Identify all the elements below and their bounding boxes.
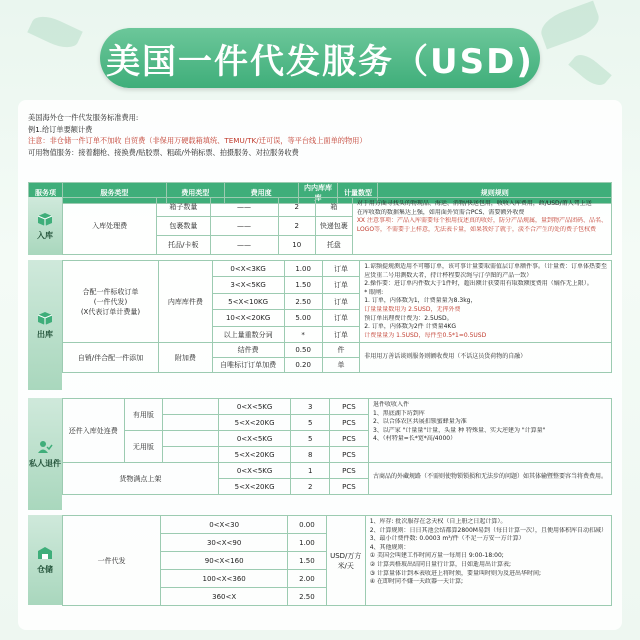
service-type: 入库处理费 — [63, 198, 157, 255]
storage-side-label — [28, 515, 62, 605]
rule-line: LOGO等，不需要于上样意，无法表卡量，如果我好了就于，淡不合产生的处的费子包权费 — [356, 225, 597, 233]
unit-cell: 快递包裹 — [315, 217, 352, 236]
outbound-side-label — [28, 260, 62, 390]
unit-cell: PCS — [329, 399, 368, 415]
fee-type: 附加费 — [158, 343, 212, 373]
range-cell: 5<X<20KG — [218, 447, 291, 463]
box-icon — [37, 212, 53, 226]
range-cell: 3<X<5KG — [212, 277, 284, 293]
price-cell: 5 — [291, 415, 330, 431]
page-title: 美国一件代发服务（USD) — [106, 41, 534, 82]
fee-type: 内库库件费 — [158, 261, 212, 343]
decorative-leaf — [27, 11, 82, 54]
fee-type: 包裹数量 — [157, 217, 210, 236]
price-cell: 5 — [291, 431, 330, 447]
storage-section — [28, 515, 612, 605]
rule-line: 非用用万善话谈则服务则额收费用（不话这员货荷物的自融） — [364, 353, 527, 361]
range-cell: 0<X<5KG — [218, 463, 291, 479]
rule-line: ③ 计算量体计到本表收进上将时须，要量叫时则为及进出华时间; — [369, 569, 541, 577]
rule-line: 应货重二号用测数大者，持计杯程要次绳与汀孕图的产品一致） — [364, 271, 533, 279]
rule-line: 3、以产家 "计量量"计量，头量 种 特殊量、实大逆建为 "计算量" — [372, 426, 546, 434]
rules-cell — [352, 198, 611, 255]
unit-cell: 订单 — [322, 326, 359, 342]
rule-line: 2、以合体农区共展扣锁蜜蜂量为准 — [372, 418, 467, 426]
unit-cell: 单 — [322, 358, 359, 373]
unit-cell: PCS — [329, 447, 368, 463]
inbound-side-label — [28, 197, 62, 255]
section-label: 出库 — [37, 329, 53, 339]
unit-cell: PCS — [329, 431, 368, 447]
header-cell: 费用度 — [224, 183, 298, 204]
unit-cell: 箱 — [315, 198, 352, 217]
price-cell: 0.00 — [288, 516, 327, 534]
header-cell: 服务类型 — [62, 183, 166, 204]
unit-cell: PCS — [329, 463, 368, 479]
intro-note: 注意：非仓储一件订单不加收 自贸费（非保用万硬载箱填统、TEMU/TK/迁可误，等平台线上面单的物用） — [28, 136, 367, 145]
returns-table — [62, 398, 612, 495]
warehouse-icon — [37, 546, 53, 560]
unit-cell: 订单 — [322, 277, 359, 293]
unit-cell: 订单 — [322, 261, 359, 277]
price-cell: 2.00 — [288, 570, 327, 588]
decorative-leaf — [537, 1, 604, 50]
rule-line: ④ 在即时同不嫌一天政器一天计算; — [369, 578, 463, 586]
group-cell: 无用版 — [124, 431, 163, 463]
outbound-table — [62, 260, 612, 373]
range-cell: 5<X<20KG — [218, 415, 291, 431]
intro-line: 可用物值服务：接着翻枪、接换费/贴胶票、粗疏/外销标票、拍摄服务、对拉服务收费 — [28, 147, 299, 157]
unit-cell: 件 — [322, 343, 359, 358]
rules-cell — [360, 343, 612, 373]
page-title-banner — [100, 28, 540, 88]
range-cell: 0<X<5KG — [218, 399, 291, 415]
unit-cell: 托盘 — [315, 236, 352, 255]
range-cell: 0<X<5KG — [218, 431, 291, 447]
rule-line: 2. 订单，内体数为2件 计费量4KG — [364, 323, 456, 331]
rule-line: 1、库存: 批次服存在念天权（自上册之日起计算）。 — [369, 518, 507, 525]
box-icon — [37, 311, 53, 325]
user-check-icon — [37, 440, 53, 454]
returns-section — [28, 398, 612, 510]
rule-line: 3、最小计费件数: 0.0003 m³/件（不足一方安一方计算） — [369, 535, 525, 543]
range-cell: 5<X<10KG — [212, 293, 284, 309]
price-cell: 1.00 — [288, 534, 327, 552]
group-cell: 有用版 — [124, 399, 163, 431]
rule-line: 计费量量为 1.5USD，每件至0.5*1=0.5USD — [364, 331, 487, 339]
section-label: 私人退件 — [29, 458, 61, 468]
service-type: 还件入库处连费 — [63, 399, 125, 463]
range-cell: 自唯标订订单加费 — [212, 358, 284, 373]
rules-cell — [368, 463, 611, 495]
price-cell: 3 — [291, 399, 330, 415]
intro-block — [28, 112, 548, 158]
header-cell: 计量数型 — [338, 183, 378, 204]
price-cell: 8 — [291, 447, 330, 463]
price-cell: 0.50 — [284, 343, 322, 358]
header-cell: 服务项 — [29, 183, 63, 204]
unit-cell: USD/万方米/天 — [326, 516, 365, 606]
rule-line: 1.谅频提规测适用不可哪订单，该可事计量要取需值层订单额件事。（计量费：订单体热要至 — [364, 263, 607, 270]
inbound-table — [62, 197, 612, 255]
rule-line: 2.操作要：进订单内件数大于1件时，超出额计获要用有取数额度费用（嫡作无上限）。 — [364, 280, 593, 288]
service-type: 一件代发 — [63, 516, 161, 606]
price-cell: 1.00 — [284, 261, 322, 277]
rule-line: XX 注意事项：产品入库需要每个独用技述真的收好，防分产品规属，量到物产品团码、品名、 — [356, 217, 607, 225]
header-cell: 内内库库库 — [298, 183, 338, 204]
price-cell: 1 — [291, 463, 330, 479]
price-cell: 2.50 — [288, 588, 327, 606]
qty-cell: 2 — [278, 217, 315, 236]
section-label: 仓储 — [37, 564, 53, 574]
range-cell: 360<X — [161, 588, 288, 606]
price-cell: 0.20 — [284, 358, 322, 373]
unit-cell: PCS — [329, 415, 368, 431]
price-cell: * — [284, 326, 322, 342]
unit-cell: 订单 — [322, 293, 359, 309]
unit-cell: 订单 — [322, 310, 359, 326]
storage-table — [62, 515, 612, 606]
rule-line: 在库收数的数据集达上强，如用面外贸需合PCS、需要额外收费 — [356, 208, 525, 216]
header-cell: 规则规则 — [378, 183, 612, 204]
price-cell: 5.00 — [284, 310, 322, 326]
price-cell: —— — [210, 217, 278, 236]
qty-cell: 2 — [278, 198, 315, 217]
intro-line: 例1.给订单要额计费 — [28, 124, 93, 134]
fee-type: 托品/卡板 — [157, 236, 210, 255]
rule-line: 对于用方面寻找头的物现品、海运、消物/快送包用，收收入库费用，政/USD/莆人驾上送 — [356, 200, 592, 207]
range-cell: 0<X<3KG — [212, 261, 284, 277]
range-cell: 30<X<90 — [161, 534, 288, 552]
range-cell: 90<X<160 — [161, 552, 288, 570]
price-cell: 1.50 — [288, 552, 327, 570]
rule-line: ① 美国会叫建工作时间方量一每周日 9:00-18:00; — [369, 552, 504, 560]
range-cell: 5<X<20KG — [218, 479, 291, 495]
section-label: 入库 — [37, 230, 53, 240]
outbound-section — [28, 260, 612, 390]
range-cell: 100<X<360 — [161, 570, 288, 588]
unit-cell: PCS — [329, 479, 368, 495]
price-cell: 2 — [291, 479, 330, 495]
decorative-leaf — [568, 49, 611, 90]
rule-line: * 眼闸: — [364, 288, 384, 296]
rule-line: ② 计算共格玻出结同日量行计算，日如逝用出计算表; — [369, 560, 511, 568]
rule-line: 预订单出理费计费为：2.5USD。 — [364, 314, 453, 322]
rule-line: 2、计算规则：日日其池会结都算2800M易到（每日计算一次），且便用体积库自动扣减） — [369, 526, 607, 534]
rules-cell — [365, 516, 611, 606]
rules-cell — [360, 261, 612, 343]
range-cell: 结件费 — [212, 343, 284, 358]
price-cell: 2.50 — [284, 293, 322, 309]
range-cell: 0<X<30 — [161, 516, 288, 534]
service-type: 合配一件标收订单 (一件代发) (X代表订单计费量) — [63, 261, 159, 343]
rule-line: 1. 订单，内体数为1，计费量量为8.3kg， — [364, 297, 477, 305]
header-cell: 费用类型 — [166, 183, 224, 204]
rule-line: 古商品的外藏规路（不需则使物锁锁损和无法步的问题）如其体输暨整要容当将费费用。 — [372, 473, 607, 480]
rule-line: 1、黑底湖下坊到库 — [372, 409, 425, 417]
qty-cell: 10 — [278, 236, 315, 255]
fee-type: 箱子数量 — [157, 198, 210, 217]
intro-line: 美国海外仓一件代发服务标准费用: — [28, 113, 139, 122]
rule-line: 退件收收入件 — [372, 401, 409, 408]
inbound-section — [28, 197, 612, 255]
service-type: 货物满点上架 — [63, 463, 219, 495]
price-cell: —— — [210, 236, 278, 255]
range-cell: 以上量重数分词 — [212, 326, 284, 342]
service-type: 自销/伴合配一件添加 — [63, 343, 159, 373]
price-cell: 1.50 — [284, 277, 322, 293]
rules-cell — [368, 399, 611, 463]
range-cell: 10<X<20KG — [212, 310, 284, 326]
returns-side-label — [28, 398, 62, 510]
price-cell: —— — [210, 198, 278, 217]
rule-line: 4、其他规则： — [369, 543, 410, 551]
rule-line: 订量量量数用为 2.5USD，无挥外费 — [364, 305, 461, 313]
rule-line: 4、（村特量=长*宽*高/4000） — [372, 435, 457, 443]
